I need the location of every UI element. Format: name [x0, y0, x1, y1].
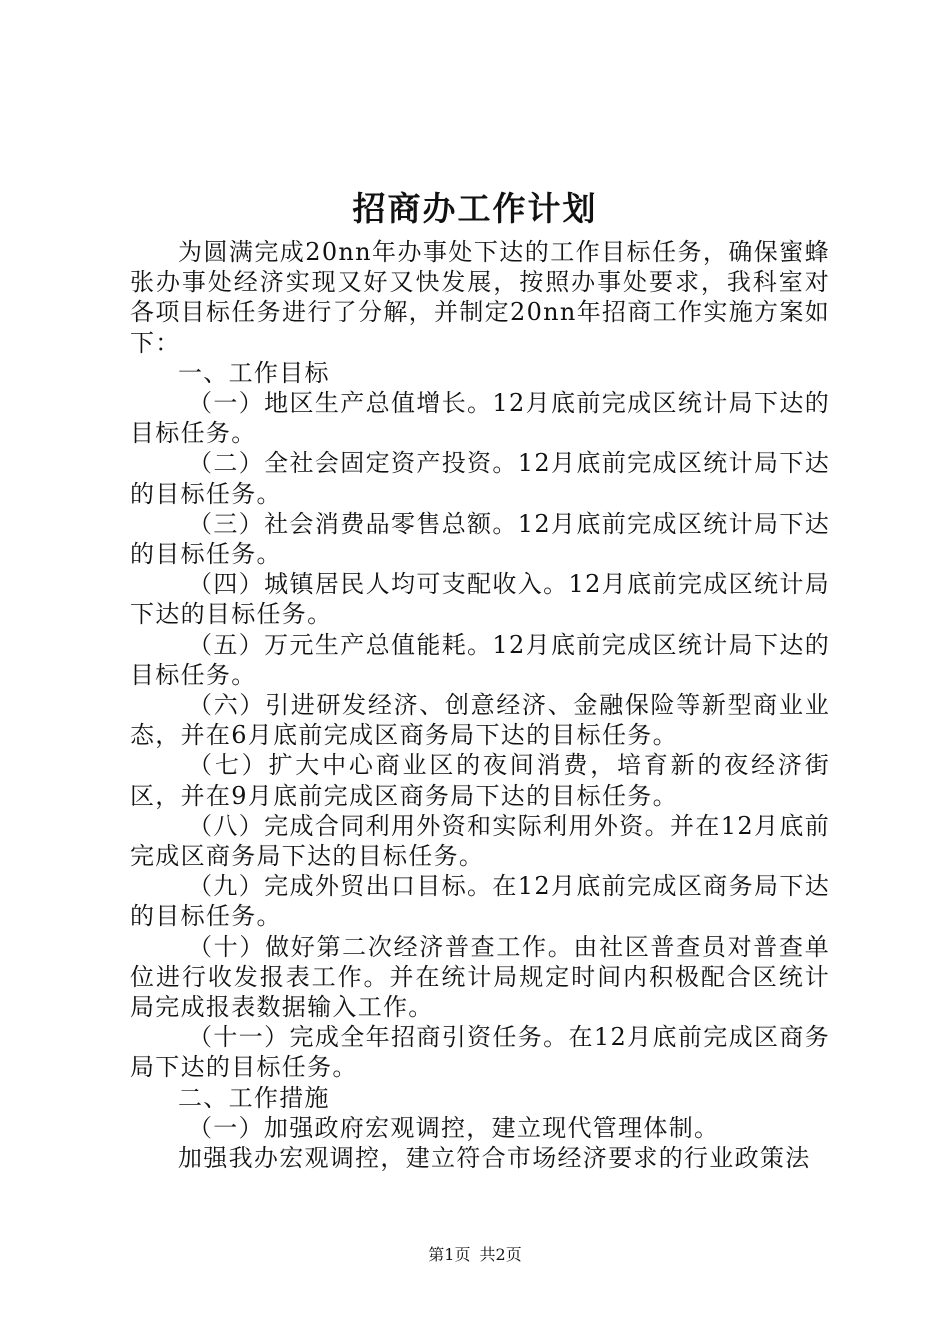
- goal-item: （八）完成合同利用外资和实际利用外资。并在12月底前完成区商务局下达的目标任务。: [130, 811, 830, 871]
- goal-item: （六）引进研发经济、创意经济、金融保险等新型商业业态，并在6月底前完成区商务局下达的目标任务。: [130, 691, 830, 750]
- goal-item: （九）完成外贸出口目标。在12月底前完成区商务局下达的目标任务。: [130, 872, 830, 931]
- goal-item: （七）扩大中心商业区的夜间消费，培育新的夜经济街区，并在9月底前完成区商务局下达的目标任务。: [130, 751, 830, 810]
- goal-item: （三）社会消费品零售总额。12月底前完成区统计局下达的目标任务。: [130, 509, 830, 569]
- page-number: 第1页: [428, 1245, 471, 1264]
- measure-item: （一）加强政府宏观调控，建立现代管理体制。: [188, 1113, 720, 1142]
- goal-item: （四）城镇居民人均可支配收入。12月底前完成区统计局下达的目标任务。: [130, 570, 830, 629]
- intro-paragraph: 为圆满完成20nn年办事处下达的工作目标任务，确保蜜蜂张办事处经济实现又好又快发展，按照办事处要求，我科室对各项目标任务进行了分解，并制定20nn年招商工作实施方案如下：: [130, 238, 830, 357]
- section-heading-goals: 一、工作目标: [178, 358, 330, 387]
- goal-item: （十）做好第二次经济普查工作。由社区普查员对普查单位进行收发报表工作。并在统计局规定时间内积极配合区统计局完成报表数据输入工作。: [130, 932, 830, 1022]
- goal-item: （一）地区生产总值增长。12月底前完成区统计局下达的目标任务。: [130, 389, 830, 448]
- goal-item: （二）全社会固定资产投资。12月底前完成区统计局下达的目标任务。: [130, 449, 830, 508]
- goal-item: （十一）完成全年招商引资任务。在12月底前完成区商务局下达的目标任务。: [130, 1023, 830, 1082]
- measure-paragraph: 加强我办宏观调控，建立符合市场经济要求的行业政策法: [178, 1144, 811, 1173]
- page-total: 共2页: [479, 1245, 522, 1264]
- section-heading-measures: 二、工作措施: [178, 1083, 330, 1112]
- goal-item: （五）万元生产总值能耗。12月底前完成区统计局下达的目标任务。: [130, 630, 830, 689]
- document-body: [130, 237, 830, 1173]
- page-footer: [0, 1244, 950, 1266]
- document-title: 招商办工作计划: [352, 189, 598, 228]
